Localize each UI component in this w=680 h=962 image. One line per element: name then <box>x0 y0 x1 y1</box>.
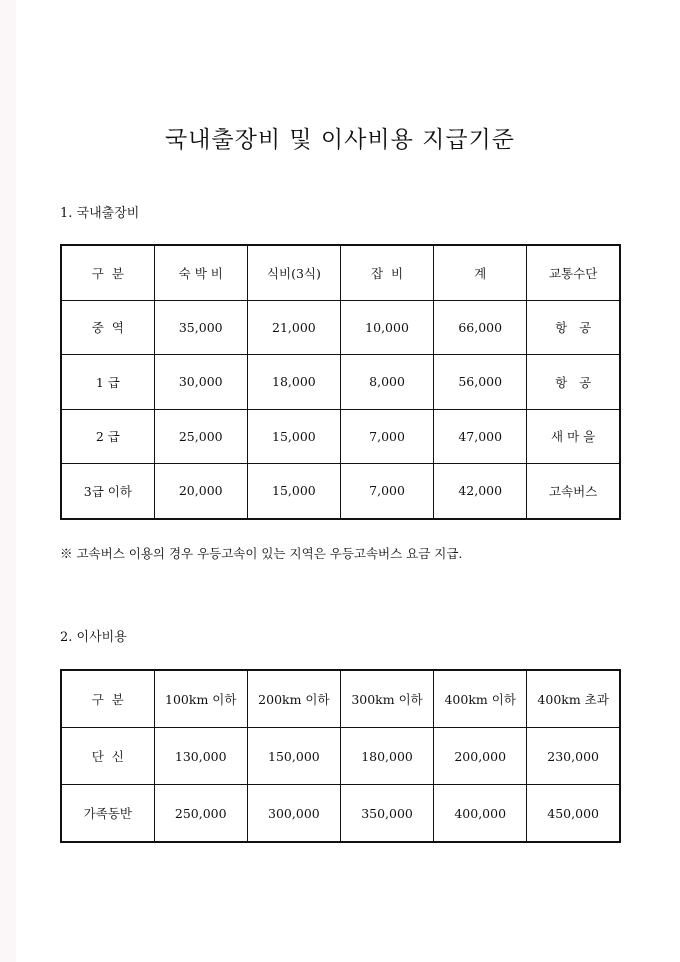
table-cell: 25,000 <box>154 409 247 464</box>
table-cell: 56,000 <box>434 355 527 410</box>
header-cell: 400km 초과 <box>527 670 620 728</box>
table-cell: 200,000 <box>434 728 527 785</box>
table-cell: 350,000 <box>340 785 433 843</box>
header-cell: 식비(3식) <box>247 245 340 300</box>
row-label: 중 역 <box>61 300 154 355</box>
table-cell: 150,000 <box>247 728 340 785</box>
table-cell: 20,000 <box>154 464 247 519</box>
table-cell: 새 마 을 <box>527 409 620 464</box>
table-cell: 7,000 <box>340 464 433 519</box>
table-cell: 66,000 <box>434 300 527 355</box>
table-cell: 47,000 <box>434 409 527 464</box>
table-cell: 180,000 <box>340 728 433 785</box>
table-cell: 35,000 <box>154 300 247 355</box>
header-cell: 구 분 <box>61 245 154 300</box>
page-title: 국내출장비 및 이사비용 지급기준 <box>165 127 515 154</box>
header-cell: 100km 이하 <box>154 670 247 728</box>
table-row <box>61 355 620 410</box>
row-label: 3급 이하 <box>61 464 154 519</box>
table-header-row <box>61 245 620 300</box>
table-cell: 300,000 <box>247 785 340 843</box>
table-cell: 항 공 <box>527 300 620 355</box>
table-cell: 30,000 <box>154 355 247 410</box>
transport-note: ※ 고속버스 이용의 경우 우등고속이 있는 지역은 우등고속버스 요금 지급. <box>60 546 463 561</box>
table-cell: 15,000 <box>247 409 340 464</box>
table-cell: 230,000 <box>527 728 620 785</box>
header-cell: 숙 박 비 <box>154 245 247 300</box>
table-cell: 130,000 <box>154 728 247 785</box>
table-header-row <box>61 670 620 728</box>
table-row <box>61 409 620 464</box>
header-cell: 잡 비 <box>340 245 433 300</box>
table-row <box>61 785 620 843</box>
header-cell: 300km 이하 <box>340 670 433 728</box>
row-label: 가족동반 <box>61 785 154 843</box>
table-cell: 고속버스 <box>527 464 620 519</box>
header-cell: 계 <box>434 245 527 300</box>
header-cell: 구 분 <box>61 670 154 728</box>
table-cell: 항 공 <box>527 355 620 410</box>
header-cell: 교통수단 <box>527 245 620 300</box>
travel-expense-table <box>60 244 621 520</box>
table-cell: 400,000 <box>434 785 527 843</box>
table-row <box>61 728 620 785</box>
table-cell: 250,000 <box>154 785 247 843</box>
table-cell: 10,000 <box>340 300 433 355</box>
section-heading-moving: 2. 이사비용 <box>60 630 127 645</box>
table-cell: 450,000 <box>527 785 620 843</box>
table-cell: 8,000 <box>340 355 433 410</box>
header-cell: 400km 이하 <box>434 670 527 728</box>
header-cell: 200km 이하 <box>247 670 340 728</box>
table-row <box>61 464 620 519</box>
table-row <box>61 300 620 355</box>
row-label: 단 신 <box>61 728 154 785</box>
table-cell: 7,000 <box>340 409 433 464</box>
table-cell: 42,000 <box>434 464 527 519</box>
table-cell: 15,000 <box>247 464 340 519</box>
moving-expense-table <box>60 669 621 843</box>
row-label: 1 급 <box>61 355 154 410</box>
section-heading-travel: 1. 국내출장비 <box>60 206 140 221</box>
table-cell: 21,000 <box>247 300 340 355</box>
row-label: 2 급 <box>61 409 154 464</box>
table-cell: 18,000 <box>247 355 340 410</box>
